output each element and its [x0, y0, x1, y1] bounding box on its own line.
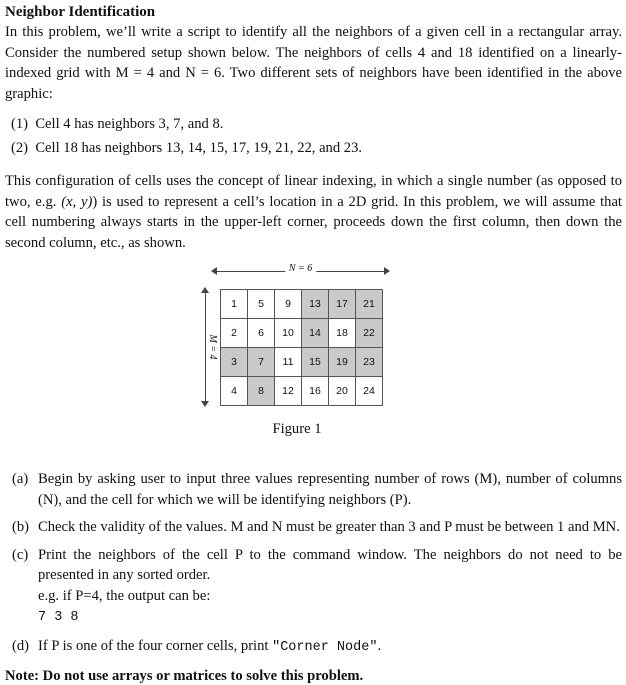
grid-cell: 21: [356, 290, 383, 319]
cell-grid: [220, 289, 383, 406]
grid-cell: 9: [275, 290, 302, 319]
task-list: [5, 469, 622, 658]
grid-cell: 2: [221, 319, 248, 348]
linear-indexing-paragraph: This configuration of cells uses the concept of linear indexing, in which a single number (as opposed to two, e.g. (x, y)) is used to represent a cell’s location in a 2D grid. In this problem, we will assume that cell numbering always starts in the upper-left corner, proceeds down the first column, then down the second column, etc., as shown.: [5, 173, 622, 251]
grid-cell: 24: [356, 377, 383, 406]
task-c-output: 7 3 8: [38, 610, 79, 625]
grid-cell: 8: [248, 377, 275, 406]
grid-cell: 23: [356, 348, 383, 377]
grid-cell: 3: [221, 348, 248, 377]
task-b: (b) Check the validity of the values. M and N must be greater than 3 and P must be between 1 and MN.: [12, 519, 620, 535]
note: Note: Do not use arrays or matrices to solve this problem.: [5, 668, 364, 684]
figure-caption: Figure 1: [272, 421, 322, 437]
grid-row: [221, 348, 383, 377]
example-item-1: (1) Cell 4 has neighbors 3, 7, and 8.: [11, 116, 224, 132]
task-c-example: e.g. if P=4, the output can be:: [38, 587, 211, 604]
grid-cell: 10: [275, 319, 302, 348]
grid-cell: 22: [356, 319, 383, 348]
problem-title: Neighbor Identification: [5, 4, 156, 20]
grid-row: [221, 319, 383, 348]
m-dimension-label: M = 4: [197, 289, 213, 405]
grid-cell: 4: [221, 377, 248, 406]
corner-node-code: "Corner Node": [272, 639, 378, 655]
task-c: (c) Print the neighbors of the cell P to the command window. The neighbors do not need to be presented in any sorted order. e.g. if P=4, the output can be: 7 3 8: [12, 546, 622, 625]
grid-cell: 6: [248, 319, 275, 348]
example-item-2: (2) Cell 18 has neighbors 13, 14, 15, 17, 19, 21, 22, and 23.: [11, 139, 363, 156]
figure-1: [5, 261, 622, 451]
grid-cell: 18: [329, 319, 356, 348]
grid-row: [221, 377, 383, 406]
xy-math: (x, y): [61, 193, 93, 210]
grid-cell: 15: [302, 348, 329, 377]
grid-cell: 14: [302, 319, 329, 348]
grid-cell: 17: [329, 290, 356, 319]
grid-cell: 11: [275, 348, 302, 377]
problem-page: [5, 2, 622, 685]
grid-cell: 13: [302, 290, 329, 319]
intro-paragraph: In this problem, we’ll write a script to identify all the neighbors of a given cell in a rectangular array. Consider the numbered setup shown below. The neighbors of cells 4 and 18 identified on a linearly-indexed grid with M = 4 and N = 6. Two different sets of neighbors have been identified in the above graphic:: [5, 24, 622, 102]
example-list: [5, 114, 622, 158]
task-d: (d) If P is one of the four corner cells, print "Corner Node".: [12, 637, 382, 655]
grid-cell: 1: [221, 290, 248, 319]
grid-row: [221, 290, 383, 319]
grid-cell: 7: [248, 348, 275, 377]
n-dimension-label: N = 6: [213, 263, 388, 279]
task-a: (a) Begin by asking user to input three values representing number of rows (M), number of columns (N), and the cell for which we will be identifying neighbors (P).: [12, 471, 622, 508]
grid-cell: 19: [329, 348, 356, 377]
grid-cell: 12: [275, 377, 302, 406]
grid-cell: 16: [302, 377, 329, 406]
grid-cell: 5: [248, 290, 275, 319]
grid-cell: 20: [329, 377, 356, 406]
